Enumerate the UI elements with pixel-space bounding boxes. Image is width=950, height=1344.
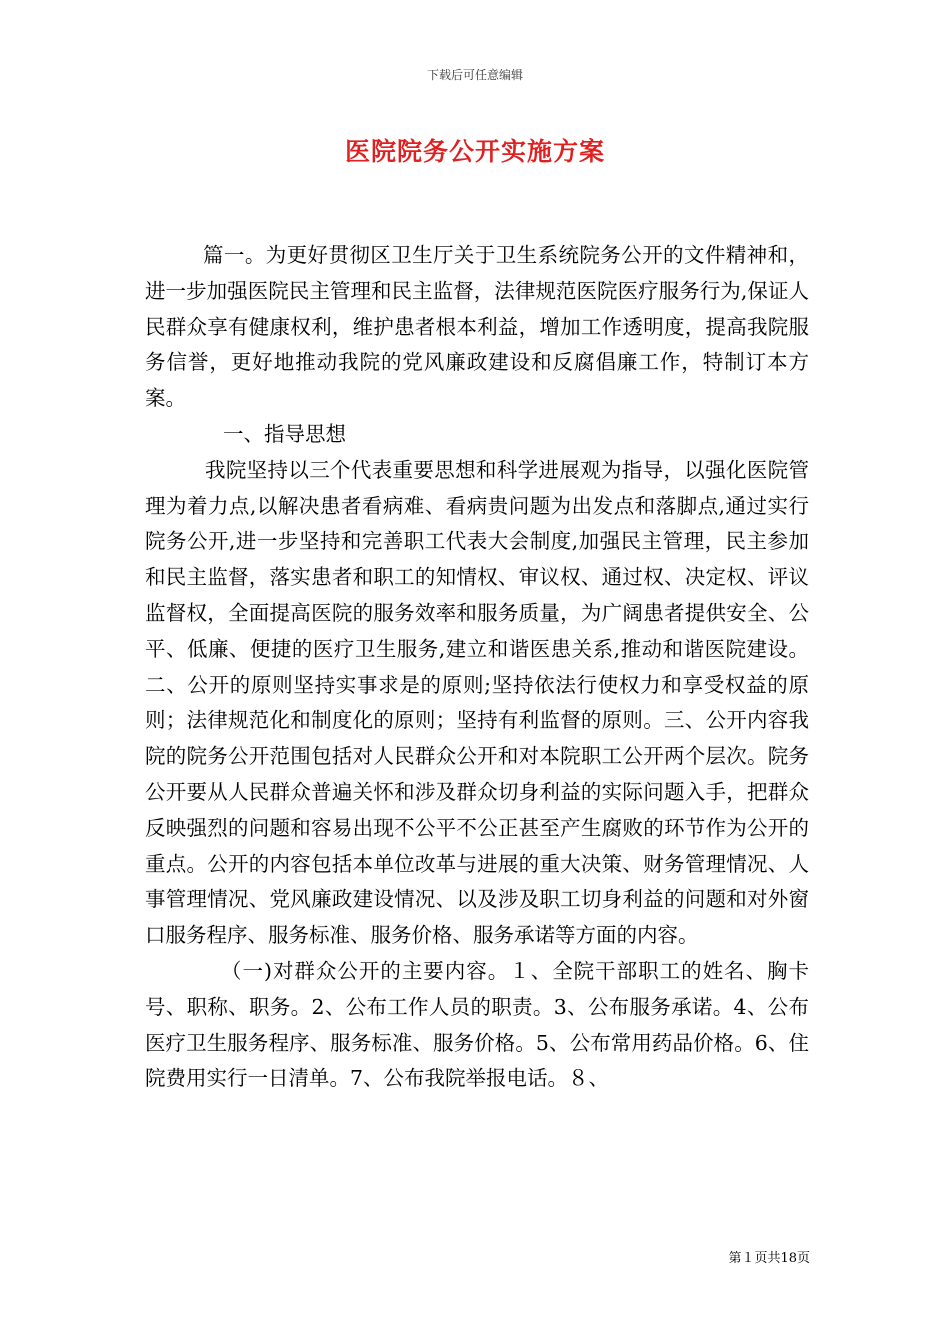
paragraph-intro: 篇一。为更好贯彻区卫生厅关于卫生系统院务公开的文件精神和，进一步加强医院民主管理和民主监督，法律规范医院医疗服务行为,保证人民群众享有健康权利，维护患者根本利益，增加工作透明度，提高我院服务信誉，更好地推动我院的党风廉政建设和反腐倡廉工作，特制订本方案。 xyxy=(145,243,809,411)
page-number: 第１页共18页 xyxy=(728,1251,810,1266)
document-title: 医院院务公开实施方案 xyxy=(344,137,605,166)
section-heading-guiding-thought: 一、指导思想 xyxy=(223,421,346,446)
document-body xyxy=(145,238,809,1097)
header-note: 下载后可任意编辑 xyxy=(426,68,523,82)
paragraph-public-content: （一)对群众公开的主要内容。１、全院干部职工的姓名、胸卡号、职称、职务。2、公布工作人员的职责。3、公布服务承诺。4、公布医疗卫生服务程序、服务标准、服务价格。5、公布常用药品价格。6、住院费用实行一日清单。7、公布我院举报电话。８、 xyxy=(145,958,809,1091)
paragraph-guiding-thought: 我院坚持以三个代表重要思想和科学进展观为指导，以强化医院管理为着力点,以解决患者看病难、看病贵问题为出发点和落脚点,通过实行院务公开,进一步坚持和完善职工代表大会制度,加强民主管理，民主参加和民主监督，落实患者和职工的知情权、审议权、通过权、决定权、评议监督权，全面提高医院的服务效率和服务质量，为广阔患者提供安全、公平、低廉、便捷的医疗卫生服务,建立和谐医患关系,推动和谐医院建设。二、公开的原则坚持实事求是的原则;坚持依法行使权力和享受权益的原则；法律规范化和制度化的原则；坚持有利监督的原则。三、公开内容我院的院务公开范围包括对人民群众公开和对本院职工公开两个层次。院务公开要从人民群众普遍关怀和涉及群众切身利益的实际问题入手，把群众反映强烈的问题和容易出现不公平不公正甚至产生腐败的环节作为公开的重点。公开的内容包括本单位改革与进展的重大决策、财务管理情况、人事管理情况、党风廉政建设情况、以及涉及职工切身利益的问题和对外窗口服务程序、服务标准、服务价格、服务承诺等方面的内容。 xyxy=(145,457,809,948)
